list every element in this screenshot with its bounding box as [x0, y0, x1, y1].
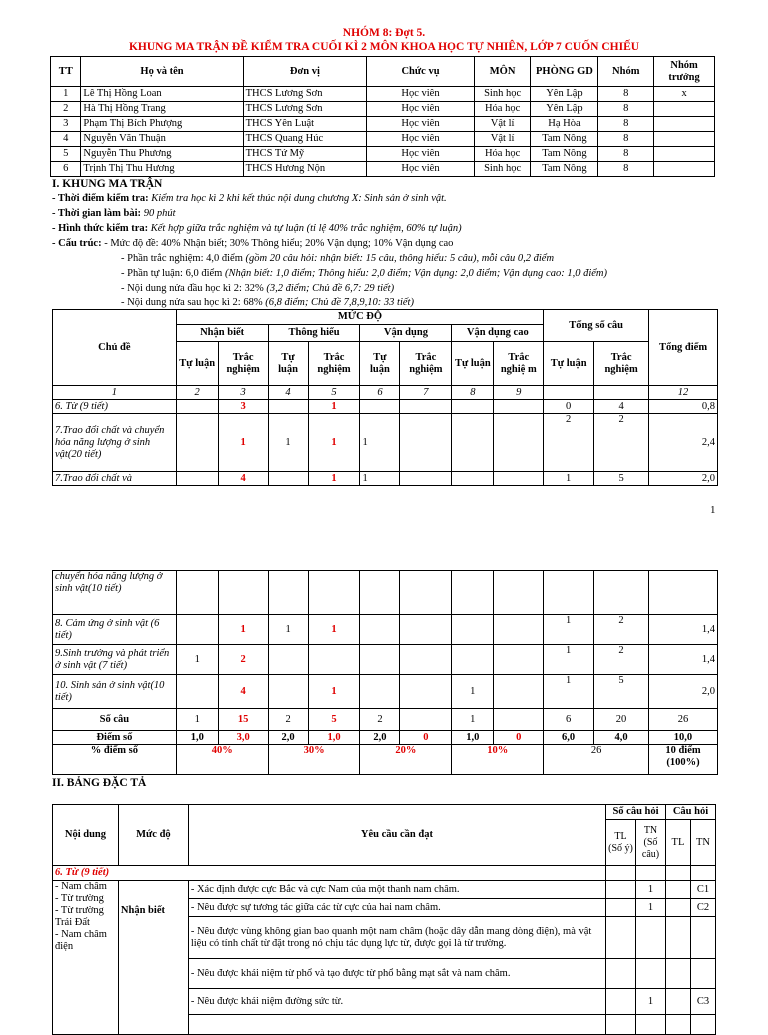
cell: 15	[218, 709, 268, 731]
cell: 0	[494, 731, 544, 745]
cell: Trịnh Thị Thu Hương	[81, 162, 243, 177]
cell	[654, 117, 715, 132]
requirement-cell: - Nêu được khái niệm từ phổ và tạo được từ phổ bằng mạt sắt và nam châm.	[188, 959, 605, 989]
percent-row	[53, 745, 718, 775]
cell: 3,0	[218, 731, 268, 745]
table-row	[53, 615, 718, 645]
cell: Hóa học	[474, 147, 531, 162]
cell: 8	[598, 117, 654, 132]
section2-heading: II. BẢNG ĐẶC TẢ	[52, 777, 147, 789]
cell: Nguyễn Văn Thuận	[81, 132, 243, 147]
cell: 10 điểm (100%)	[648, 745, 717, 775]
cell: 1	[218, 414, 268, 472]
cell: 1	[308, 414, 360, 472]
cell: 4	[218, 675, 268, 709]
page-number: 1	[710, 504, 716, 516]
col-tt: TT	[51, 57, 81, 87]
cell: 9	[494, 386, 544, 400]
cell: 5	[51, 147, 81, 162]
cell: THCS Yên Luật	[243, 117, 367, 132]
topic-cell: 8. Cảm ứng ở sinh vật (6 tiết)	[53, 615, 177, 645]
cell: 5	[594, 675, 649, 709]
cell	[690, 917, 715, 959]
col-subject: MÔN	[474, 57, 531, 87]
level-header: MỨC ĐỘ	[176, 310, 544, 325]
content-header: Nội dung	[53, 805, 119, 866]
cell: 5	[308, 386, 360, 400]
tl-header: Tự luận	[360, 342, 400, 386]
tn-header: Trắc nghiệ m	[494, 342, 544, 386]
question-header: Câu hỏi	[665, 805, 715, 820]
level-cell: Nhận biết	[118, 881, 188, 1035]
cell: THCS Tứ Mỹ	[243, 147, 367, 162]
cell: 1	[544, 615, 594, 645]
form-label: - Hình thức kiểm tra:	[52, 223, 149, 234]
cell: 1	[452, 709, 494, 731]
cell: 8	[598, 162, 654, 177]
cell: 1	[268, 615, 308, 645]
cell: Tam Nông	[531, 162, 598, 177]
essay-detail: (Nhận biết: 1,0 điểm; Thông hiểu: 2,0 điểm; Vận dụng: 2,0 điểm; Vận dụng cao: 1,0 điểm)	[224, 268, 607, 279]
duration-line	[52, 207, 175, 221]
cell: THCS Lương Sơn	[243, 102, 367, 117]
cell	[594, 386, 649, 400]
table-row	[53, 881, 716, 899]
half2-detail: (6,8 điểm; Chủ đề 7,8,9,10: 33 tiết)	[265, 297, 414, 308]
cell: 1	[268, 414, 308, 472]
table-row	[53, 675, 718, 709]
cell: 4	[268, 386, 308, 400]
cell: Phạm Thị Bích Phượng	[81, 117, 243, 132]
cell: 40%	[176, 745, 268, 775]
tl-header: Tự luận	[452, 342, 494, 386]
section1-heading: I. KHUNG MA TRẬN	[52, 178, 163, 190]
cell: 8	[598, 132, 654, 147]
tl-header: TL	[665, 820, 690, 866]
cell: 3	[51, 117, 81, 132]
group-label: NHÓM 8: Đợt 5.	[342, 27, 426, 39]
tn-header: Trắc nghiệm	[218, 342, 268, 386]
cell: 1	[544, 645, 594, 675]
cell: C3	[690, 989, 715, 1015]
spec-table	[52, 804, 716, 1035]
matrix-table	[52, 309, 718, 486]
cell: 6	[544, 709, 594, 731]
exam-time-value: Kiểm tra học kì 2 khi kết thúc nội dung chương X: Sinh sản ở sinh vật.	[148, 193, 447, 204]
row-label: Điểm số	[53, 731, 177, 745]
tn-header: TN	[690, 820, 715, 866]
half2-text: - Nội dung nửa sau học kì 2: 68%	[121, 297, 266, 308]
spec-header-row	[53, 805, 716, 820]
cell: Vật lí	[474, 117, 531, 132]
points-row	[53, 731, 718, 745]
cell: 5	[594, 472, 649, 486]
cell: Sinh học	[474, 87, 531, 102]
cell: 2	[594, 645, 649, 675]
cell: THCS Lương Sơn	[243, 87, 367, 102]
table-row	[51, 147, 715, 162]
cell: Yên Lập	[531, 102, 598, 117]
form-value: Kết hợp giữa trắc nghiệm và tự luận (tỉ lệ 40% trắc nghiệm, 60% tự luận)	[148, 223, 462, 234]
document-title: KHUNG MA TRẬN ĐỀ KIỂM TRA CUỐI KÌ 2 MÔN KHOA HỌC TỰ NHIÊN, LỚP 7 CUỐN CHIẾU	[128, 41, 640, 53]
essay-text: - Phần tự luận: 6,0 điểm	[121, 268, 225, 279]
cell	[654, 162, 715, 177]
cell: Hạ Hòa	[531, 117, 598, 132]
tl-count-header: TL (Số ý)	[606, 820, 636, 866]
requirement-header: Yêu cầu cần đạt	[188, 805, 605, 866]
cell: Học viên	[367, 102, 474, 117]
cell: 26	[648, 709, 717, 731]
half1-detail: (3,2 điểm; Chủ đề 6,7: 29 tiết)	[266, 283, 395, 294]
cell: 3	[218, 386, 268, 400]
cell: Tam Nông	[531, 132, 598, 147]
cell: 1	[360, 414, 400, 472]
table-row	[53, 414, 718, 472]
cell: 2	[360, 709, 400, 731]
col-group: Nhóm	[598, 57, 654, 87]
cell: C1	[690, 881, 715, 899]
cell: 1,0	[176, 731, 218, 745]
cell: 1,4	[648, 615, 717, 645]
cell: 6	[51, 162, 81, 177]
mc-line	[121, 252, 554, 266]
column-number-row	[53, 386, 718, 400]
cell	[690, 959, 715, 989]
table-row	[53, 400, 718, 414]
cell: 1	[308, 675, 360, 709]
tl-header: Tự luận	[176, 342, 218, 386]
cell: Học viên	[367, 117, 474, 132]
cell: Nguyễn Thu Phương	[81, 147, 243, 162]
cell: THCS Quang Húc	[243, 132, 367, 147]
cell: Sinh học	[474, 162, 531, 177]
table-row	[53, 571, 718, 615]
topic-cell: 7.Trao đổi chất và chuyển hóa năng lượng ở sinh vật(20 tiết)	[53, 414, 177, 472]
exam-time-line	[52, 192, 447, 206]
cell: 4,0	[594, 731, 649, 745]
col-unit: Đơn vị	[243, 57, 367, 87]
cell: 6	[360, 386, 400, 400]
topic-row	[53, 866, 716, 881]
cell	[636, 917, 666, 959]
table-row	[51, 132, 715, 147]
half1-line	[121, 282, 394, 296]
form-line	[52, 222, 462, 236]
cell: 2,0	[648, 675, 717, 709]
topic-cell: chuyển hóa năng lượng ở sinh vật(10 tiết)	[53, 571, 177, 615]
duration-label: - Thời gian làm bài:	[52, 208, 142, 219]
tn-header: Trắc nghiệm	[308, 342, 360, 386]
cell: Học viên	[367, 162, 474, 177]
topic-header: Chủ đề	[53, 310, 177, 386]
members-table	[50, 56, 715, 177]
cell: Học viên	[367, 147, 474, 162]
topic-title: 6. Từ (9 tiết)	[53, 866, 606, 881]
cell	[654, 102, 715, 117]
cell: 20	[594, 709, 649, 731]
level-header: Mức độ	[118, 805, 188, 866]
structure-value: - Mức độ đề: 40% Nhận biết; 30% Thông hiểu; 20% Vận dụng; 10% Vận dụng cao	[101, 238, 454, 249]
cell: 2,0	[268, 731, 308, 745]
cell: 1	[308, 400, 360, 414]
half2-line	[121, 296, 414, 310]
cell: Học viên	[367, 87, 474, 102]
cell: 4	[594, 400, 649, 414]
col-name: Họ và tên	[81, 57, 243, 87]
table-row	[51, 102, 715, 117]
half1-text: - Nội dung nửa đầu học kì 2: 32%	[121, 283, 267, 294]
content-cell: - Nam châm - Từ trường - Từ trường Trái Đất - Nam châm điện	[53, 881, 119, 1035]
cell: 1	[636, 881, 666, 899]
table-row	[51, 87, 715, 102]
cell: Hóa học	[474, 102, 531, 117]
col-leader: Nhóm trưởng	[654, 57, 715, 87]
cell: 1	[452, 675, 494, 709]
cell: 4	[218, 472, 268, 486]
nb-header: Nhận biết	[176, 325, 268, 342]
cell: 1	[636, 989, 666, 1015]
total-questions-header: Tổng số câu	[544, 310, 649, 342]
cell: Lê Thị Hồng Loan	[81, 87, 243, 102]
requirement-cell: - Nêu được khái niệm đường sức từ.	[188, 989, 605, 1015]
cell	[636, 959, 666, 989]
vd-header: Vận dụng	[360, 325, 452, 342]
tn-header: Trắc nghiệm	[594, 342, 649, 386]
total-points-header: Tổng điểm	[649, 310, 718, 386]
duration-value: 90 phút	[141, 208, 176, 219]
cell	[400, 709, 452, 731]
structure-line	[52, 237, 453, 251]
cell: 2,0	[360, 731, 400, 745]
cell: 30%	[268, 745, 360, 775]
cell: x	[654, 87, 715, 102]
cell: Tam Nông	[531, 147, 598, 162]
cell: C2	[690, 899, 715, 917]
col-position: Chức vụ	[367, 57, 474, 87]
cell: 1	[308, 615, 360, 645]
cell: Vật lí	[474, 132, 531, 147]
cell: 2,0	[649, 472, 718, 486]
topic-cell: 7.Trao đổi chất và	[53, 472, 177, 486]
requirement-cell: - Nêu được vùng không gian bao quanh một nam châm (hoặc dây dẫn mang dòng điện), mà vật liệu có tính chất từ đặt trong nó chịu tác dụng lực từ, được gọi là từ trường.	[188, 917, 605, 959]
cell: Hà Thị Hồng Trang	[81, 102, 243, 117]
cell: 5	[308, 709, 360, 731]
cell: Học viên	[367, 132, 474, 147]
structure-label: - Cấu trúc:	[52, 238, 102, 249]
cell: 1	[218, 615, 268, 645]
cell: 3	[218, 400, 268, 414]
cell: 2	[51, 102, 81, 117]
cell: 8	[598, 87, 654, 102]
cell: 2	[594, 414, 649, 472]
cell: 0	[544, 400, 594, 414]
question-count-row	[53, 709, 718, 731]
col-department: PHÒNG GD	[531, 57, 598, 87]
cell: 8	[598, 147, 654, 162]
cell: 2,4	[649, 414, 718, 472]
matrix-table-continued	[52, 570, 718, 775]
cell: 2	[176, 386, 218, 400]
cell	[544, 386, 594, 400]
cell: 1	[176, 709, 218, 731]
cell: 20%	[360, 745, 452, 775]
requirement-cell: - Xác định được cực Bắc và cực Nam của một thanh nam châm.	[188, 881, 605, 899]
cell: 10,0	[648, 731, 717, 745]
mc-detail: (gồm 20 câu hỏi: nhận biết: 15 câu, thông hiểu: 5 câu), mỗi câu 0,2 điểm	[245, 253, 555, 264]
cell	[654, 147, 715, 162]
cell: 10%	[452, 745, 544, 775]
count-header: Số câu hỏi	[606, 805, 666, 820]
cell: 1	[636, 899, 666, 917]
members-header-row	[51, 57, 715, 87]
cell: 0	[400, 731, 452, 745]
cell: 1,0	[308, 731, 360, 745]
cell: 2	[544, 414, 594, 472]
cell: 1	[544, 675, 594, 709]
vdc-header: Vận dụng cao	[452, 325, 544, 342]
th-header: Thông hiểu	[268, 325, 360, 342]
cell	[654, 132, 715, 147]
exam-time-label: - Thời điểm kiểm tra:	[52, 193, 149, 204]
essay-line	[121, 267, 607, 281]
table-row	[53, 645, 718, 675]
requirement-cell: - Nêu được sự tương tác giữa các từ cực của hai nam châm.	[188, 899, 605, 917]
cell	[494, 709, 544, 731]
topic-cell: 10. Sinh sản ở sinh vật(10 tiết)	[53, 675, 177, 709]
cell: 26	[544, 745, 649, 775]
cell: 2	[594, 615, 649, 645]
table-row	[51, 117, 715, 132]
cell: 1	[308, 472, 360, 486]
row-label: Số câu	[53, 709, 177, 731]
topic-cell: 9.Sinh trưởng và phát triển ở sinh vật (7 tiết)	[53, 645, 177, 675]
cell: 8	[598, 102, 654, 117]
table-row	[53, 472, 718, 486]
cell: 1	[53, 386, 177, 400]
cell: 2	[218, 645, 268, 675]
cell: 8	[452, 386, 494, 400]
tn-header: Trắc nghiệm	[400, 342, 452, 386]
matrix-header-row	[53, 310, 718, 325]
cell: 4	[51, 132, 81, 147]
row-label: % điểm số	[53, 745, 177, 775]
mc-text: - Phần trắc nghiệm: 4,0 điểm	[121, 253, 246, 264]
cell: 1,4	[648, 645, 717, 675]
cell: THCS Hương Nộn	[243, 162, 367, 177]
tl-header: Tự luận	[544, 342, 594, 386]
cell: 12	[649, 386, 718, 400]
cell: 1	[51, 87, 81, 102]
tn-count-header: TN (Số câu)	[636, 820, 666, 866]
cell: 1,0	[452, 731, 494, 745]
cell: 0,8	[649, 400, 718, 414]
table-row	[51, 162, 715, 177]
cell: 2	[268, 709, 308, 731]
cell: 1	[176, 645, 218, 675]
cell: 1	[360, 472, 400, 486]
cell: 1	[544, 472, 594, 486]
cell: 7	[400, 386, 452, 400]
cell: 6,0	[544, 731, 594, 745]
cell: Yên Lập	[531, 87, 598, 102]
topic-cell: 6. Từ (9 tiết)	[53, 400, 177, 414]
tl-header: Tự luận	[268, 342, 308, 386]
